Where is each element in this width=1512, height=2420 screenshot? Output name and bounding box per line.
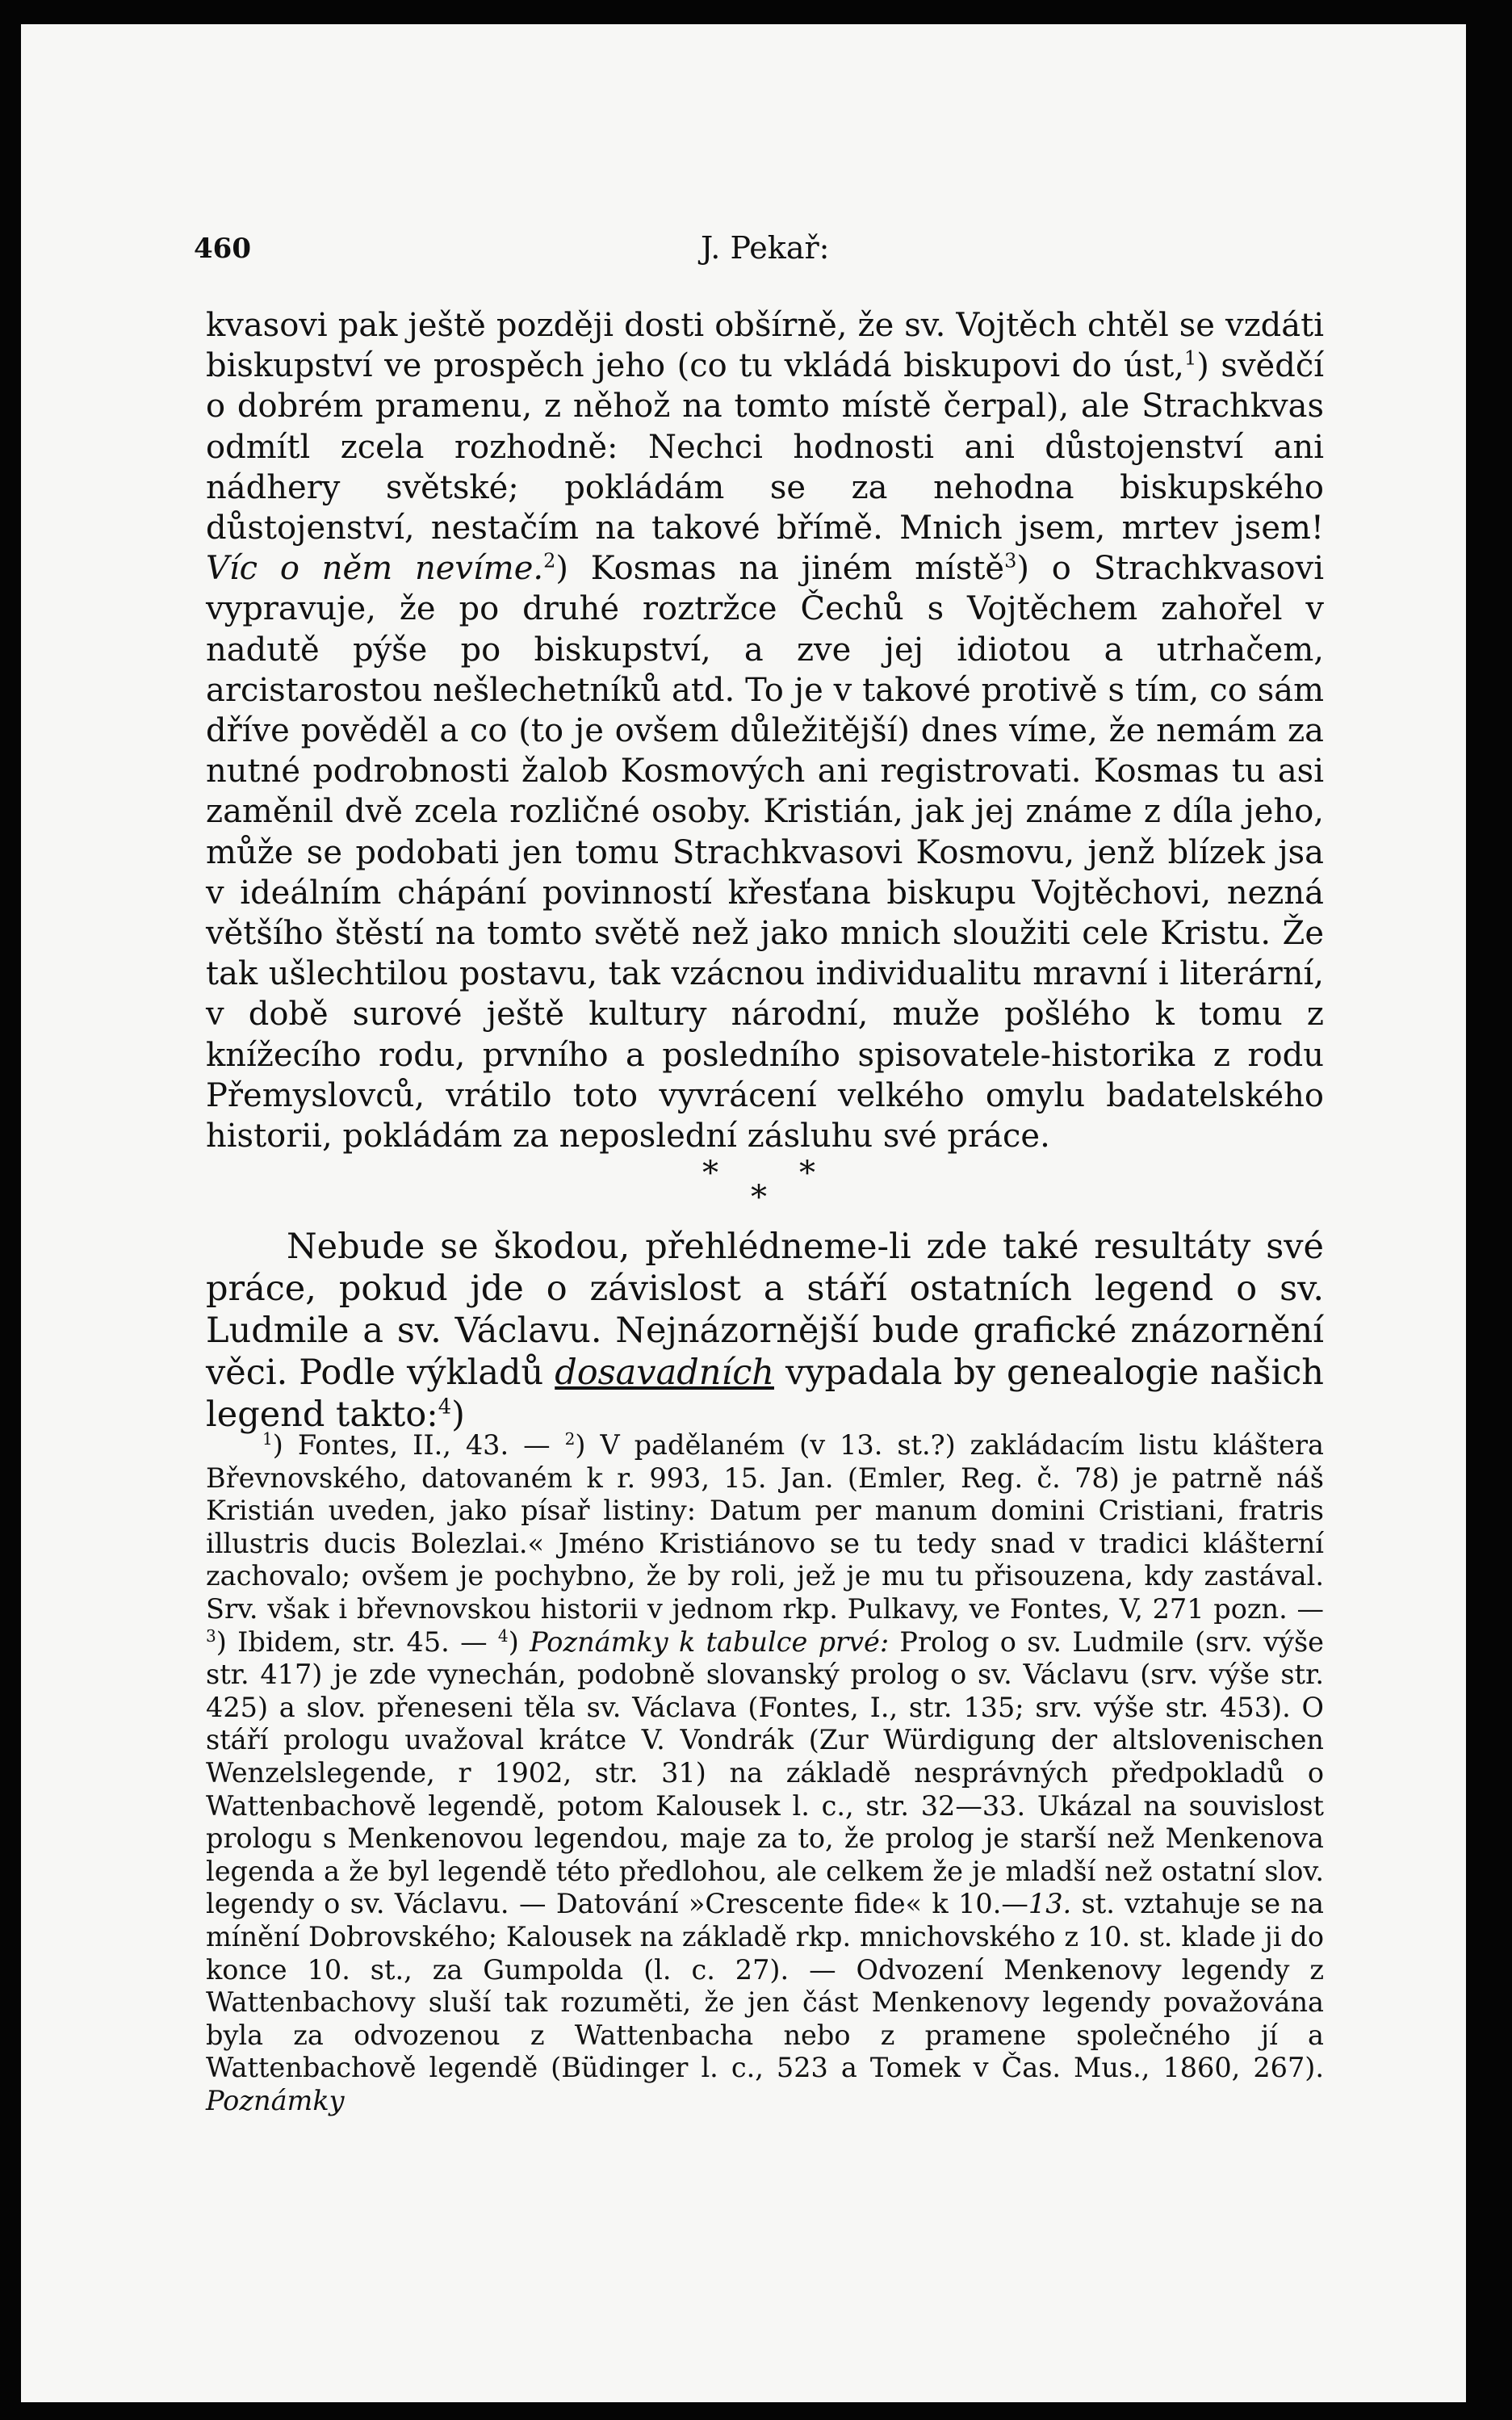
- footnote-ref-1: 1: [1183, 346, 1197, 370]
- text-run: ) svědčí o dobrém pramenu, z něhož na tomto místě čerpal), ale Strachkvas odmítl zcela rozhodně: Nechci hodnosti ani důstojenství ani nádhery světské; pokládám se za nehodna biskupského důstojenství, nestačím na takové břímě. Mnich jsem, mrtev jsem!: [206, 347, 1325, 547]
- footnote-mark-1: 1: [262, 1428, 273, 1449]
- footnote-text: Prolog o sv. Ludmile (srv. výše str. 417) je zde vynechán, podobně slovanský prolog o sv. Václavu (srv. výše str. 425) a slov. přeneseni těla sv. Václava (Fontes, I., str. 135; srv. výše str. 453). O stáří prologu uvažoval krátce V. Vondrák (Zur Würdigung der altslovenischen Wenzelslegende, r 1902, str. 31) na základě nesprávných předpokladů o Wattenbachově legendě, potom Kalousek l. c., str. 32—33. Ukázal na souvislost prologu s Menkenovou legendou, maje za to, že prolog je starší než Menkenova legenda a že byl legendě této předlohou, ale celkem že je mladší než ostatní slov. legendy o sv. Václavu. — Datování »Crescente fide« k 10.—: [206, 1625, 1325, 1920]
- page-number: 460: [194, 233, 251, 265]
- footnote-text: st. vztahuje se na mínění Dobrovského; Kalousek na základě rkp. mnichovského z 10. st. klade ji do konce 10. st., za Gumpolda (l. c. 27). — Odvození Menkenovy legendy z Wattenbachovy sluší tak rozuměti, že jen část Menkenovy legendy považována byla za odvozenou z Wattenbacha nebo z pramene společného jí a Wattenbachově legendě (Büdinger l. c., 523 a Tomek v Čas. Mus., 1860, 267).: [206, 1888, 1325, 2084]
- paragraph-1: [206, 305, 1324, 1156]
- footnote-mark-4: 4: [497, 1625, 509, 1646]
- text-run: ): [451, 1395, 465, 1435]
- italic-word: dosavadních: [555, 1353, 774, 1393]
- asterisk: *: [799, 1155, 815, 1192]
- italic-quote: Víc o něm nevíme.: [206, 550, 544, 588]
- footnote-mark-2: 2: [564, 1428, 576, 1449]
- footnote-text: ) V padělaném (v 13. st.?) zakládacím listu kláštera Břevnovského, datovaném k r. 993, 15. Jan. (Emler, Reg. č. 78) je patrně náš Kristián uveden, jako písař listiny: Datum per manum domini Cristiani, fratris illustris ducis Bolezlai.« Jméno Kristiánovo se tu tedy snad v tradici klášterní zachovalo; ovšem je pochybno, že by roli, jež je mu tu přisouzena, kdy zastával. Srv. však i břevnovskou historii v jednom rkp. Pulkavy, ve Fontes, V, 271 pozn. —: [206, 1429, 1324, 1625]
- main-text: [206, 305, 1324, 1156]
- footnote-ref-3: 3: [1004, 549, 1017, 572]
- footnote-mark-3: 3: [206, 1625, 216, 1646]
- footnote-italic: Poznámky k tabulce prvé:: [530, 1625, 890, 1658]
- footnote-italic: Poznámky: [206, 2084, 345, 2116]
- footnote-text: ): [508, 1625, 530, 1658]
- footnote-text: ) Ibidem, str. 45. —: [216, 1625, 498, 1658]
- text-run: Nebude se škodou, přehlédneme-li zde také resultáty své práce, pokud jde o závislost a stáří ostatních legend o sv. Ludmile a sv. Václavu. Nejnázornější bude grafické znázornění věci. Podle výkladů: [206, 1227, 1324, 1393]
- footnote-text: ) Fontes, II., 43. —: [272, 1429, 565, 1461]
- footnote-ref-4: 4: [438, 1395, 452, 1420]
- text-run: ) o Strachkvasovi vypravuje, že po druhé roztržce Čechů s Vojtěchem zahořel v nadutě pýše po biskupství, a zve jej idiotou a utrhačem, arcistarostou nešlechetníků atd. To je v takové protivě s tím, co sám dříve pověděl a co (to je ovšem důležitější) dnes víme, že nemám za nutné podrobnosti žalob Kosmových ani registrovati. Kosmas tu asi zaměnil dvě zcela rozličné osoby. Kristián, jak jej známe z díla jeho, může se podobati jen tomu Strachkvasovi Kosmovu, jenž blízek jsa v ideálním chápání povinností křesťana biskupu Vojtěchovi, nezná většího štěstí na tomto světě než jako mnich sloužiti cele Kristu. Že tak ušlechtilou postavu, tak vzácnou individualitu mravní i literární, v době surové ještě kultury národní, muže pošlého k tomu z knížecího rodu, prvního a posledního spisovatele-historika z rodu Přemyslovců, vrátilo toto vyvrácení velkého omylu badatelského historii, pokládám za neposlední zásluhu své práce.: [206, 550, 1324, 1155]
- section-separator: [702, 1155, 840, 1216]
- asterisk: *: [751, 1179, 767, 1216]
- running-title: J. Pekař:: [701, 230, 830, 266]
- footnote-block: [206, 1429, 1324, 2117]
- footnote-ref-2: 2: [543, 549, 556, 572]
- text-run: ) Kosmas na jiném místě: [555, 550, 1005, 588]
- asterisk: *: [702, 1155, 718, 1192]
- paragraph-2: [206, 1226, 1324, 1436]
- text-run: kvasovi pak ještě později dosti obšírně, že sv. Vojtěch chtěl se vzdáti biskupství ve prospěch jeho (co tu vkládá biskupovi do úst,: [206, 307, 1324, 385]
- section-2-text: [206, 1226, 1324, 1436]
- text-run: vypadala by genealogie našich legend takto:: [206, 1353, 1324, 1435]
- footnote-italic: 13.: [1028, 1888, 1072, 1920]
- footnotes: [206, 1429, 1324, 2117]
